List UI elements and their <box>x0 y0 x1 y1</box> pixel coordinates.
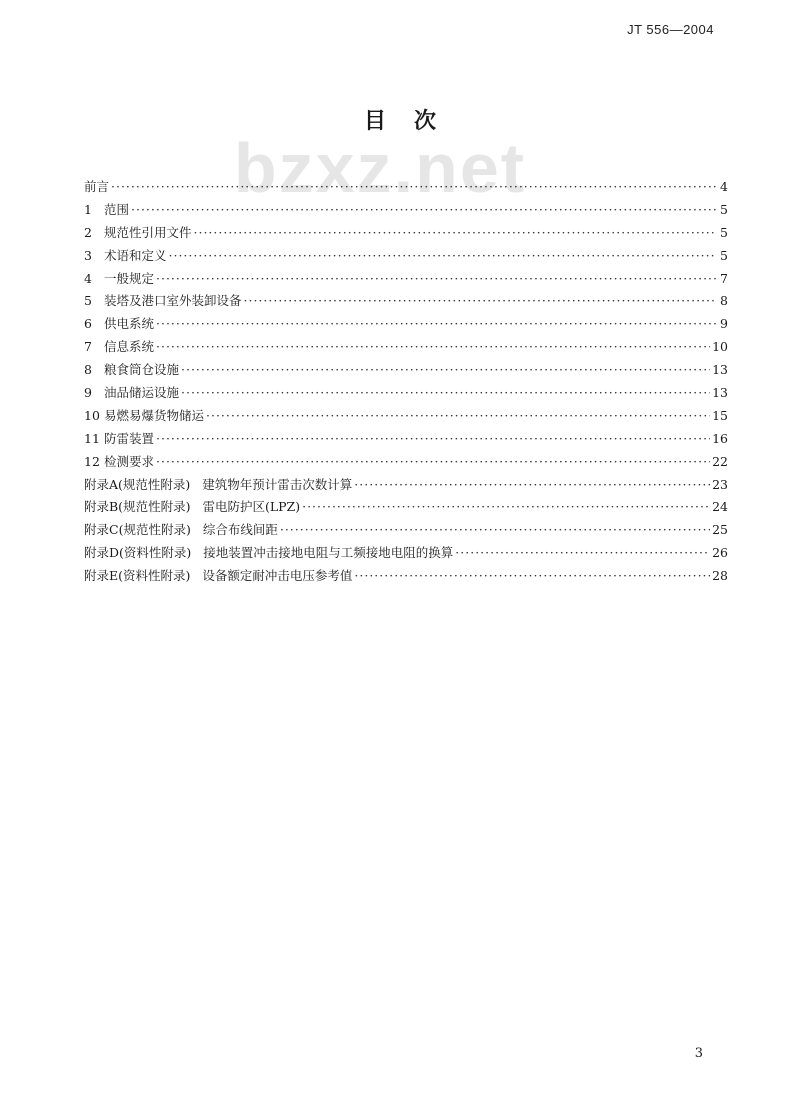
leader-dots <box>156 268 716 291</box>
toc-entry-page: 22 <box>712 453 728 469</box>
toc-entry[interactable] <box>84 199 728 222</box>
toc-entry-title: 易燃易爆货物储运 <box>104 407 205 423</box>
toc-entry-title: 规范性引用文件 <box>104 224 192 240</box>
toc-entry-page: 16 <box>712 430 728 446</box>
toc-entry-title: 范围 <box>104 201 130 217</box>
toc-entry-title: 设备额定耐冲击电压参考值 <box>202 568 353 584</box>
standard-code: JT 556—2004 <box>627 22 714 37</box>
toc-entry-number: 5 <box>84 293 92 309</box>
table-of-contents <box>84 176 728 588</box>
toc-entry-number: 8 <box>84 362 92 378</box>
toc-entry[interactable] <box>84 359 728 382</box>
toc-entry[interactable] <box>84 519 728 542</box>
toc-entry[interactable] <box>84 542 728 565</box>
toc-entry-page: 4 <box>720 179 728 194</box>
leader-dots <box>169 245 716 268</box>
toc-entry-number: 11 <box>84 430 100 446</box>
toc-entry-page: 7 <box>720 270 728 286</box>
leader-dots <box>280 519 710 542</box>
toc-entry-page: 13 <box>712 362 728 378</box>
toc-entry[interactable] <box>84 245 728 268</box>
toc-entry-page: 26 <box>712 545 728 561</box>
toc-entry-number: 附录C(规范性附录) <box>84 522 191 538</box>
toc-entry-title: 一般规定 <box>104 270 155 286</box>
toc-entry-page: 25 <box>712 522 728 538</box>
page-title: 目次 <box>363 108 464 134</box>
toc-entry-number: 附录A(规范性附录) <box>84 476 191 492</box>
toc-entry-title: 术语和定义 <box>104 247 167 263</box>
toc-entry-title: 前言 <box>84 179 110 194</box>
toc-entry-title: 信息系统 <box>104 339 155 355</box>
toc-entry-number: 附录E(资料性附录) <box>84 568 191 584</box>
toc-entry-number: 10 <box>84 407 100 423</box>
toc-entry[interactable] <box>84 336 728 359</box>
leader-dots <box>455 542 710 565</box>
leader-dots <box>354 474 710 497</box>
leader-dots <box>354 565 710 588</box>
toc-entry[interactable] <box>84 405 728 428</box>
toc-entry-page: 5 <box>720 247 728 263</box>
toc-entry[interactable] <box>84 313 728 336</box>
leader-dots <box>206 405 710 428</box>
leader-dots <box>111 176 716 199</box>
toc-entry-title: 雷电防护区(LPZ) <box>202 499 301 515</box>
toc-entry-page: 10 <box>712 339 728 355</box>
toc-entry-title: 综合布线间距 <box>202 522 278 538</box>
leader-dots <box>244 290 716 313</box>
toc-entry-title: 装塔及港口室外装卸设备 <box>104 293 242 309</box>
toc-entry[interactable] <box>84 268 728 291</box>
toc-entry-number: 9 <box>84 385 92 401</box>
toc-entry[interactable] <box>84 496 728 519</box>
toc-entry-title: 油品储运设施 <box>104 385 180 401</box>
toc-entry-page: 28 <box>712 568 728 584</box>
toc-entry-page: 23 <box>712 476 728 492</box>
leader-dots <box>194 222 716 245</box>
toc-entry-title: 检测要求 <box>104 453 155 469</box>
toc-entry[interactable] <box>84 451 728 474</box>
toc-entry[interactable] <box>84 474 728 497</box>
toc-entry-page: 15 <box>712 407 728 423</box>
page-number: 3 <box>694 1046 703 1061</box>
toc-entry-number: 附录D(资料性附录) <box>84 545 192 561</box>
leader-dots <box>302 496 710 519</box>
toc-entry-page: 5 <box>720 224 728 240</box>
toc-entry-title: 接地装置冲击接地电阻与工频接地电阻的换算 <box>203 545 454 561</box>
toc-entry-title: 供电系统 <box>104 316 155 332</box>
leader-dots <box>156 428 710 451</box>
toc-entry-number: 附录B(规范性附录) <box>84 499 191 515</box>
watermark: bzxz.net <box>233 129 527 207</box>
toc-entry[interactable] <box>84 176 728 199</box>
leader-dots <box>131 199 716 222</box>
toc-entry-number: 4 <box>84 270 92 286</box>
toc-entry-number: 12 <box>84 453 100 469</box>
toc-entry-page: 5 <box>720 201 728 217</box>
toc-entry-number: 1 <box>84 201 92 217</box>
toc-entry-title: 粮食筒仓设施 <box>104 362 180 378</box>
leader-dots <box>181 382 710 405</box>
toc-entry[interactable] <box>84 565 728 588</box>
toc-entry-page: 9 <box>720 316 728 332</box>
toc-entry-title: 建筑物年预计雷击次数计算 <box>202 476 353 492</box>
leader-dots <box>181 359 710 382</box>
toc-entry[interactable] <box>84 382 728 405</box>
toc-entry-number: 2 <box>84 224 92 240</box>
toc-entry[interactable] <box>84 222 728 245</box>
leader-dots <box>156 313 716 336</box>
toc-entry[interactable] <box>84 290 728 313</box>
toc-entry[interactable] <box>84 428 728 451</box>
toc-entry-title: 防雷装置 <box>104 430 155 446</box>
toc-entry-page: 8 <box>720 293 728 309</box>
toc-entry-number: 3 <box>84 247 92 263</box>
toc-entry-number: 6 <box>84 316 92 332</box>
leader-dots <box>156 336 710 359</box>
toc-entry-page: 13 <box>712 385 728 401</box>
toc-entry-page: 24 <box>712 499 728 515</box>
leader-dots <box>156 451 710 474</box>
toc-entry-number: 7 <box>84 339 92 355</box>
